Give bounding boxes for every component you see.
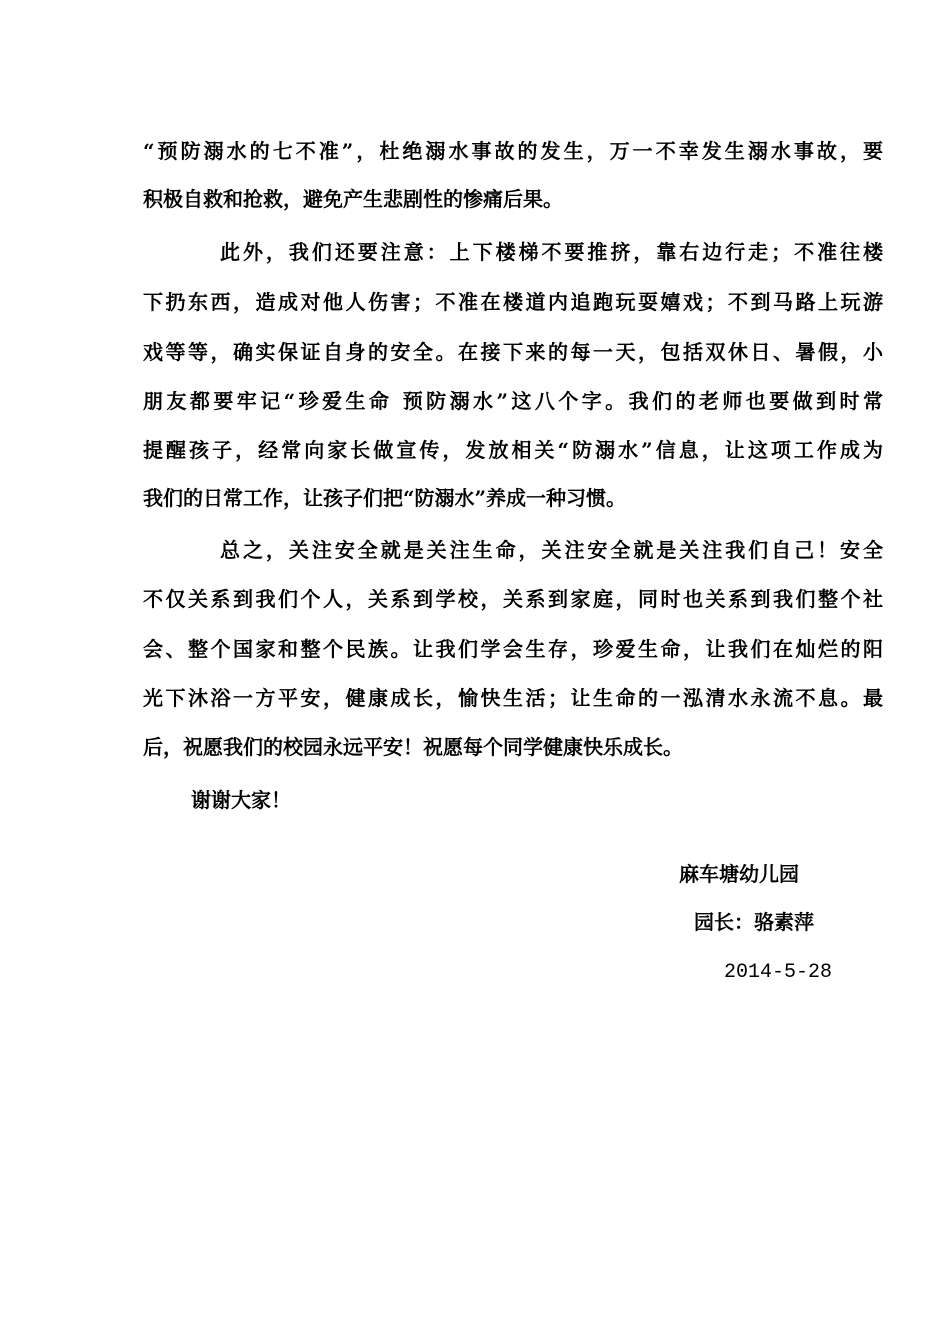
paragraph-2-line-6: 我们的日常工作，让孩子们把“防溺水”养成一种习惯。 [143, 486, 627, 510]
paragraph-3-line-2: 不仅关系到我们个人，关系到学校，关系到家庭，同时也关系到我们整个社 [143, 587, 883, 611]
paragraph-3-line-4: 光下沐浴一方平安，健康成长，愉快生活；让生命的一泓清水永流不息。最 [143, 686, 883, 710]
signature-organization: 麻车塘幼儿园 [679, 862, 799, 886]
paragraph-2-line-1: 此外，我们还要注意：上下楼梯不要推挤，靠右边行走；不准往楼 [220, 240, 883, 264]
paragraph-2-line-5: 提醒孩子，经常向家长做宣传，发放相关“防溺水”信息，让这项工作成为 [143, 438, 883, 462]
paragraph-1-line-1: “预防溺水的七不准”，杜绝溺水事故的发生，万一不幸发生溺水事故，要 [143, 139, 883, 163]
signature-principal: 园长：骆素萍 [694, 910, 814, 934]
paragraph-1-line-2: 积极自救和抢救，避免产生悲剧性的惨痛后果。 [143, 187, 563, 211]
paragraph-3-line-5: 后，祝愿我们的校园永远平安！祝愿每个同学健康快乐成长。 [143, 735, 683, 759]
signature-date: 2014-5-28 [724, 961, 833, 984]
paragraph-2-line-2: 下扔东西，造成对他人伤害；不准在楼道内追跑玩耍嬉戏；不到马路上玩游 [143, 290, 883, 314]
paragraph-3-line-1: 总之，关注安全就是关注生命，关注安全就是关注我们自己！安全 [220, 538, 883, 562]
closing-thanks: 谢谢大家！ [191, 788, 291, 812]
paragraph-2-line-4: 朋友都要牢记“珍爱生命 预防溺水”这八个字。我们的老师也要做到时常 [143, 389, 883, 413]
paragraph-3-line-3: 会、整个国家和整个民族。让我们学会生存，珍爱生命，让我们在灿烂的阳 [143, 637, 883, 661]
paragraph-2-line-3: 戏等等，确实保证自身的安全。在接下来的每一天，包括双休日、暑假，小 [143, 340, 883, 364]
